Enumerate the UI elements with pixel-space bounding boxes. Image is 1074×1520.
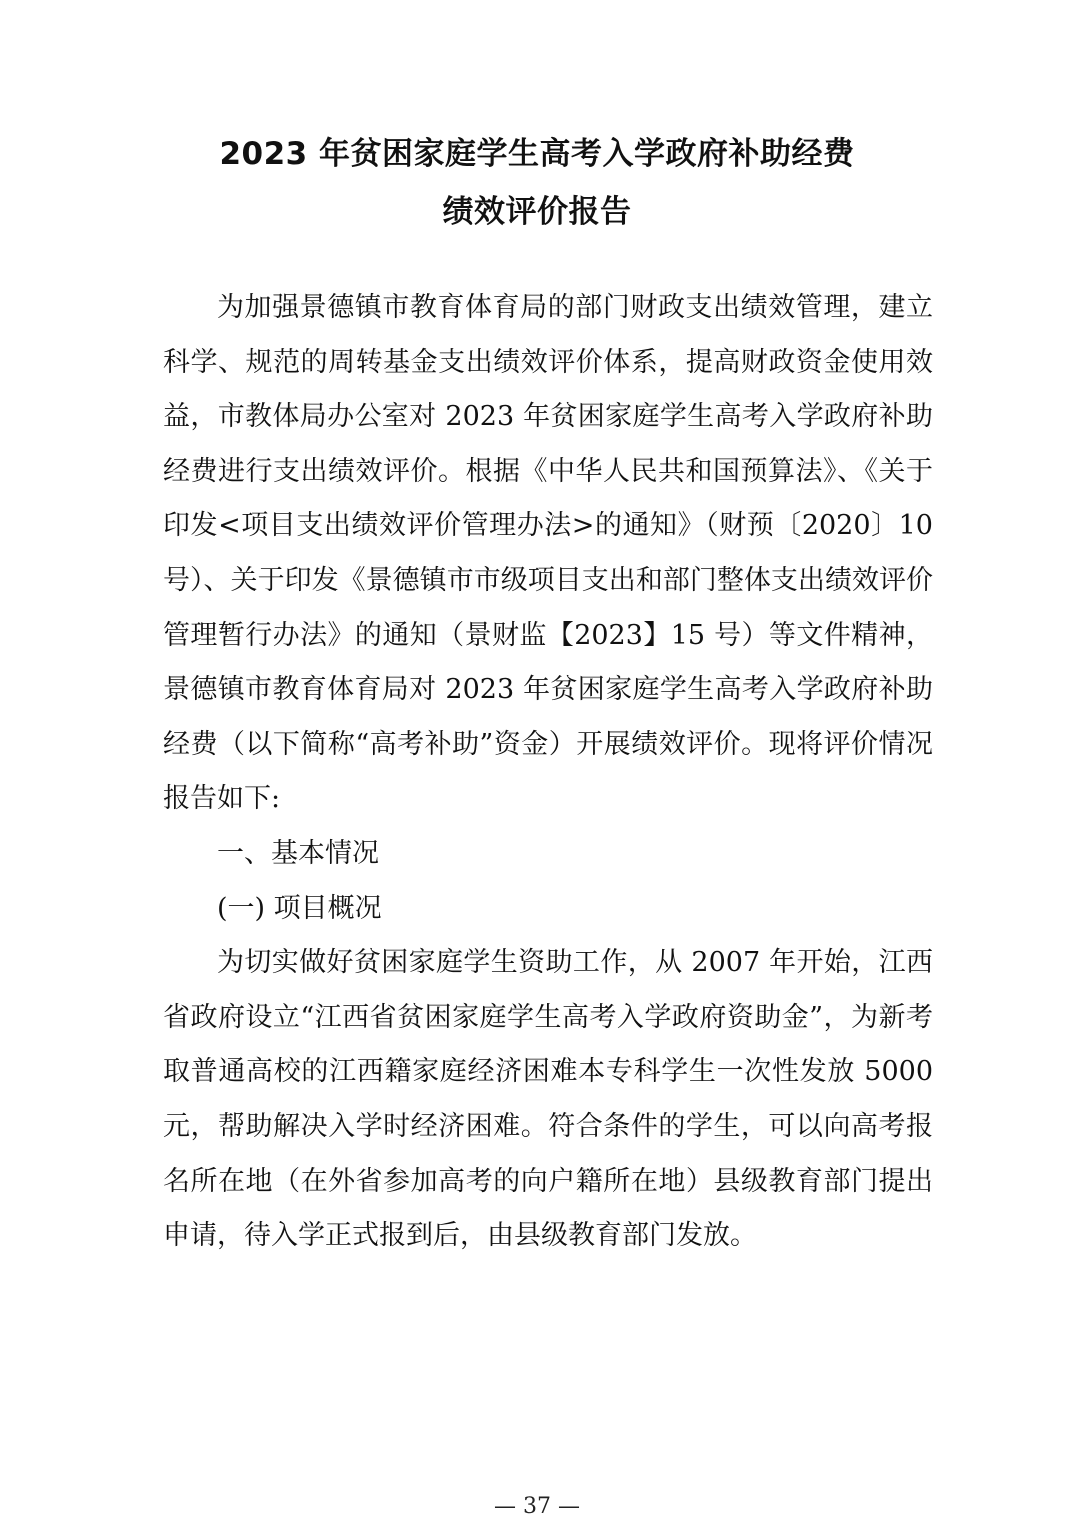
report-title-line-1: 2023 年贫困家庭学生高考入学政府补助经费 [219, 136, 855, 172]
intro-paragraph: 为加强景德镇市教育体育局的部门财政支出绩效管理，建立科学、规范的周转基金支出绩效评价体系，提高财政资金使用效益，市教体局办公室对 2023 年贫困家庭学生高考入学政府补助经费进行支出绩效评价。根据《中华人民共和国预算法》、《关于印发<项目支出绩效评价管理办法>的通知》（财预〔2020〕10 号）、关于印发《景德镇市市级项目支出和部门整体支出绩效评价管理暂行办法》的通知（景财监【2023】15 号）等文件精神，景德镇市教育体育局对 2023 年贫困家庭学生高考入学政府补助经费（以下简称“高考补助”资金）开展绩效评价。现将评价情况报告如下: [163, 292, 933, 815]
report-body [163, 281, 933, 1264]
page-number: — 37 — [494, 1494, 580, 1519]
project-overview-paragraph: 为切实做好贫困家庭学生资助工作，从 2007 年开始，江西省政府设立“江西省贫困家庭学生高考入学政府资助金”，为新考取普通高校的江西籍家庭经济困难本专科学生一次性发放 5000 元，帮助解决入学时经济困难。符合条件的学生，可以向高考报名所在地（在外省参加高考的向户籍所在地）县级教育部门提出申请，待入学正式报到后，由县级教育部门发放。 [163, 947, 933, 1252]
section-heading-basic-info: 一、基本情况 [217, 837, 379, 869]
subsection-heading-project-overview: (一) 项目概况 [217, 892, 382, 924]
report-title-line-2: 绩效评价报告 [442, 194, 632, 230]
